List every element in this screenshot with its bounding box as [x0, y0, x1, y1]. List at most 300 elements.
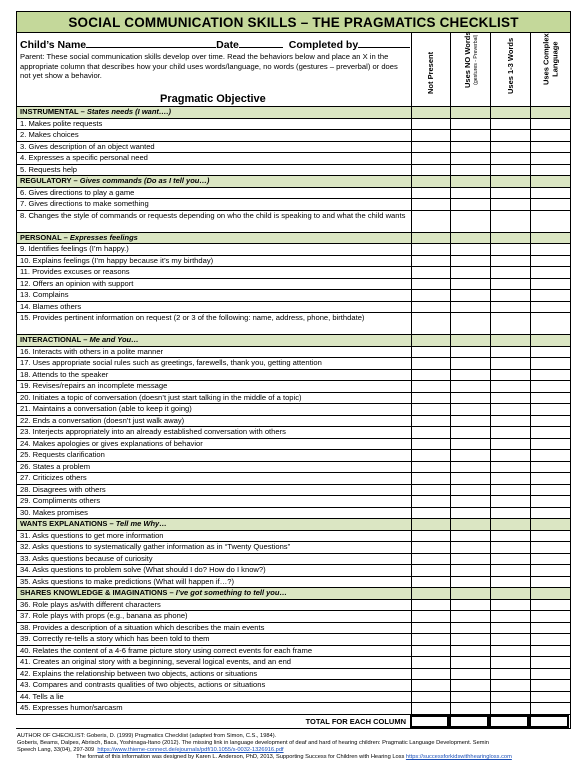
completed-by-label: Completed by — [288, 39, 359, 51]
section-header — [16, 588, 571, 600]
item-cell-not-present[interactable] — [411, 153, 450, 164]
item-cell-1-3-words[interactable] — [490, 473, 530, 484]
item-cell-1-3-words[interactable] — [490, 634, 530, 645]
item-cell-no-words[interactable] — [450, 692, 490, 703]
item-cell-no-words[interactable] — [450, 313, 490, 334]
item-cell-complex-language[interactable] — [530, 692, 570, 703]
item-cell-not-present[interactable] — [411, 623, 450, 634]
total-cell-not-present[interactable] — [410, 715, 449, 728]
checklist-item-row — [16, 669, 571, 681]
item-cell-complex-language[interactable] — [530, 542, 570, 553]
checklist-item-row — [16, 370, 571, 382]
section-cell-not-present — [411, 176, 450, 187]
checklist-item-row — [16, 256, 571, 268]
checklist-item-text: 2. Makes choices — [20, 130, 79, 139]
checklist-item-text: 20. Initiates a topic of conversation (doesn’t just start talking in the middle of a topic) — [20, 392, 302, 402]
item-cell-no-words[interactable] — [450, 119, 490, 130]
item-cell-complex-language[interactable] — [530, 485, 570, 496]
checklist-item-text: 4. Expresses a specific personal need — [20, 153, 148, 162]
item-cell-no-words[interactable] — [450, 623, 490, 634]
item-cell-complex-language[interactable] — [530, 646, 570, 657]
checklist-item-text: 21. Maintains a conversation (able to keep it going) — [20, 404, 192, 413]
item-cell-no-words[interactable] — [450, 462, 490, 473]
checklist-item-row — [16, 244, 571, 256]
item-cell-not-present[interactable] — [411, 496, 450, 507]
section-header — [16, 176, 571, 188]
item-cell-1-3-words[interactable] — [490, 703, 530, 714]
section-cell-not-present — [411, 519, 450, 530]
item-cell-1-3-words[interactable] — [490, 577, 530, 588]
checklist-item-row — [16, 646, 571, 658]
childs-name-field[interactable] — [86, 37, 216, 48]
item-cell-complex-language[interactable] — [530, 669, 570, 680]
checklist-item-text: 32. Asks questions to systematically gather information as in “Twenty Questions” — [20, 542, 291, 551]
credit-link[interactable]: https://successforkidswithhearingloss.com — [405, 754, 512, 761]
section-cell-no-words — [450, 335, 490, 346]
checklist-item-row — [16, 623, 571, 635]
item-cell-not-present[interactable] — [411, 313, 450, 334]
checklist-item-text: 30. Makes promises — [20, 507, 88, 517]
item-cell-no-words[interactable] — [450, 427, 490, 438]
citation-link[interactable]: https://www.thieme-connect.de/ejournals/pdf/10.1055/s-0032-1326916.pdf — [97, 746, 284, 753]
item-cell-no-words[interactable] — [450, 404, 490, 415]
item-cell-not-present[interactable] — [411, 119, 450, 130]
item-cell-not-present[interactable] — [411, 542, 450, 553]
item-cell-complex-language[interactable] — [530, 302, 570, 313]
checklist-item-text: 7. Gives directions to make something — [20, 199, 149, 208]
item-cell-not-present[interactable] — [411, 142, 450, 153]
checklist-item-row — [16, 119, 571, 131]
checklist-item-row — [16, 485, 571, 497]
item-cell-complex-language[interactable] — [530, 404, 570, 415]
checklist-item-row — [16, 554, 571, 566]
footer-credit: The format of this information was designed by Karen L. Anderson, PhD, 2013, Supporting Success for Children with Hearing Loss https://successforkidswithhearingloss.com — [76, 754, 512, 761]
item-cell-not-present[interactable] — [411, 404, 450, 415]
item-cell-no-words[interactable] — [450, 577, 490, 588]
item-cell-1-3-words[interactable] — [490, 611, 530, 622]
checklist-item-text: 17. Uses appropriate social rules such as greetings, farewells, thank you, getting attention — [20, 358, 322, 367]
item-cell-not-present[interactable] — [411, 450, 450, 461]
checklist-item-row — [16, 358, 571, 370]
item-cell-no-words[interactable] — [450, 703, 490, 714]
item-cell-1-3-words[interactable] — [490, 153, 530, 164]
section-cell-no-words — [450, 176, 490, 187]
item-cell-no-words[interactable] — [450, 290, 490, 301]
item-cell-not-present[interactable] — [411, 370, 450, 381]
footer-citation-cont: Speech Lang, 33(04), 297-309 https://www.thieme-connect.de/ejournals/pdf/10.1055/s-0032-1326916.pdf — [17, 746, 284, 753]
section-cell-1-3-words — [490, 588, 530, 599]
date-label: Date — [216, 39, 239, 51]
column-header-complex-language — [530, 33, 570, 106]
checklist-item-text: 44. Tells a lie — [20, 691, 64, 701]
checklist-item-row — [16, 199, 571, 211]
item-cell-not-present[interactable] — [411, 473, 450, 484]
checklist-item-text: 35. Asks questions to make predictions (What will happen if…?) — [20, 576, 234, 586]
completed-by-field[interactable] — [358, 37, 410, 48]
item-cell-not-present[interactable] — [411, 485, 450, 496]
item-cell-not-present[interactable] — [411, 256, 450, 267]
checklist-item-text: 34. Asks questions to problem solve (What should I do? How do I know?) — [20, 565, 266, 574]
item-cell-not-present[interactable] — [411, 462, 450, 473]
section-cell-complex-language — [530, 519, 570, 530]
checklist-item-row — [16, 577, 571, 589]
section-cell-complex-language — [530, 176, 570, 187]
checklist-item-text: 11. Provides excuses or reasons — [20, 267, 130, 276]
date-field[interactable] — [239, 37, 283, 48]
checklist-item-text: 43. Compares and contrasts qualities of two objects, actions or situations — [20, 680, 266, 689]
item-cell-1-3-words[interactable] — [490, 404, 530, 415]
item-cell-not-present[interactable] — [411, 347, 450, 358]
item-cell-1-3-words[interactable] — [490, 256, 530, 267]
item-cell-1-3-words[interactable] — [490, 462, 530, 473]
total-cell-no-words[interactable] — [449, 715, 489, 728]
item-cell-1-3-words[interactable] — [490, 439, 530, 450]
item-cell-no-words[interactable] — [450, 554, 490, 565]
item-cell-complex-language[interactable] — [530, 496, 570, 507]
checklist-item-row — [16, 462, 571, 474]
item-cell-1-3-words[interactable] — [490, 508, 530, 519]
column-header-1-3-words — [490, 33, 530, 106]
checklist-item-row — [16, 267, 571, 279]
item-cell-complex-language[interactable] — [530, 290, 570, 301]
item-cell-complex-language[interactable] — [530, 142, 570, 153]
checklist-item-row — [16, 393, 571, 405]
footer-author: AUTHOR OF CHECKLIST: Goberis, D. (1999) Pragmatics Checklist (adapted from Simon, C.S., 1984). — [17, 732, 277, 739]
checklist-item-row — [16, 657, 571, 669]
checklist-item-text: 8. Changes the style of commands or requests depending on who the child is speaking to and what the child wants — [20, 210, 406, 220]
item-cell-complex-language[interactable] — [530, 427, 570, 438]
section-title: REGULATORY – Gives commands (Do as I tell you…) — [20, 176, 210, 185]
item-cell-complex-language[interactable] — [530, 450, 570, 461]
checklist-item-row — [16, 279, 571, 291]
item-cell-1-3-words[interactable] — [490, 646, 530, 657]
item-cell-not-present[interactable] — [411, 439, 450, 450]
item-cell-no-words[interactable] — [450, 669, 490, 680]
checklist-item-text: 45. Expresses humor/sarcasm — [20, 703, 123, 712]
item-cell-no-words[interactable] — [450, 199, 490, 210]
item-cell-1-3-words[interactable] — [490, 244, 530, 255]
checklist-item-row — [16, 290, 571, 302]
item-cell-1-3-words[interactable] — [490, 370, 530, 381]
item-cell-1-3-words[interactable] — [490, 565, 530, 576]
item-cell-1-3-words[interactable] — [490, 531, 530, 542]
checklist-item-text: 1. Makes polite requests — [20, 118, 103, 128]
item-cell-no-words[interactable] — [450, 473, 490, 484]
checklist-item-row — [16, 600, 571, 612]
item-cell-no-words[interactable] — [450, 565, 490, 576]
checklist-item-row — [16, 450, 571, 462]
section-title: INSTRUMENTAL – States needs (I want….) — [20, 107, 172, 116]
item-cell-complex-language[interactable] — [530, 634, 570, 645]
item-cell-complex-language[interactable] — [530, 416, 570, 427]
form-fields — [20, 37, 408, 51]
section-cell-no-words — [450, 233, 490, 244]
item-cell-complex-language[interactable] — [530, 370, 570, 381]
item-cell-1-3-words[interactable] — [490, 381, 530, 392]
item-cell-not-present[interactable] — [411, 279, 450, 290]
item-cell-complex-language[interactable] — [530, 347, 570, 358]
item-cell-no-words[interactable] — [450, 267, 490, 278]
item-cell-1-3-words[interactable] — [490, 165, 530, 176]
item-cell-1-3-words[interactable] — [490, 347, 530, 358]
item-cell-not-present[interactable] — [411, 416, 450, 427]
item-cell-complex-language[interactable] — [530, 130, 570, 141]
checklist-item-text: 25. Requests clarification — [20, 450, 105, 459]
checklist-item-text: 9. Identifies feelings (I’m happy.) — [20, 244, 129, 253]
total-cell-1-3-words[interactable] — [489, 715, 529, 728]
item-cell-no-words[interactable] — [450, 657, 490, 668]
item-cell-not-present[interactable] — [411, 130, 450, 141]
item-cell-complex-language[interactable] — [530, 381, 570, 392]
item-cell-complex-language[interactable] — [530, 119, 570, 130]
item-cell-1-3-words[interactable] — [490, 119, 530, 130]
checklist-rows — [16, 107, 571, 715]
item-cell-1-3-words[interactable] — [490, 279, 530, 290]
checklist-item-text: 28. Disagrees with others — [20, 484, 106, 494]
item-cell-1-3-words[interactable] — [490, 680, 530, 691]
item-cell-complex-language[interactable] — [530, 199, 570, 210]
item-cell-complex-language[interactable] — [530, 188, 570, 199]
item-cell-complex-language[interactable] — [530, 211, 570, 232]
checklist-item-text: 22. Ends a conversation (doesn’t just walk away) — [20, 415, 185, 425]
item-cell-not-present[interactable] — [411, 600, 450, 611]
item-cell-no-words[interactable] — [450, 279, 490, 290]
item-cell-1-3-words[interactable] — [490, 313, 530, 334]
item-cell-not-present[interactable] — [411, 165, 450, 176]
checklist-item-row — [16, 165, 571, 177]
section-cell-1-3-words — [490, 107, 530, 118]
checklist-item-text: 18. Attends to the speaker — [20, 369, 109, 379]
item-cell-not-present[interactable] — [411, 199, 450, 210]
checklist-item-row — [16, 313, 571, 335]
total-cell-complex-language[interactable] — [529, 715, 569, 728]
item-cell-not-present[interactable] — [411, 211, 450, 232]
item-cell-complex-language[interactable] — [530, 554, 570, 565]
item-cell-1-3-words[interactable] — [490, 485, 530, 496]
item-cell-1-3-words[interactable] — [490, 416, 530, 427]
item-cell-not-present[interactable] — [411, 554, 450, 565]
section-cell-no-words — [450, 519, 490, 530]
checklist-item-text: 33. Asks questions because of curiosity — [20, 553, 153, 563]
item-cell-complex-language[interactable] — [530, 600, 570, 611]
item-cell-no-words[interactable] — [450, 244, 490, 255]
item-cell-1-3-words[interactable] — [490, 623, 530, 634]
column-label-1-3-words: Uses 1-3 Words — [505, 37, 515, 94]
item-cell-complex-language[interactable] — [530, 153, 570, 164]
item-cell-1-3-words[interactable] — [490, 188, 530, 199]
item-cell-1-3-words[interactable] — [490, 267, 530, 278]
item-cell-not-present[interactable] — [411, 244, 450, 255]
item-cell-complex-language[interactable] — [530, 267, 570, 278]
item-cell-1-3-words[interactable] — [490, 692, 530, 703]
item-cell-no-words[interactable] — [450, 188, 490, 199]
checklist-item-row — [16, 130, 571, 142]
checklist-item-text: 13. Complains — [20, 290, 69, 299]
item-cell-complex-language[interactable] — [530, 611, 570, 622]
item-cell-not-present[interactable] — [411, 692, 450, 703]
childs-name-label: Child’s Name — [20, 39, 87, 51]
item-cell-not-present[interactable] — [411, 508, 450, 519]
item-cell-no-words[interactable] — [450, 370, 490, 381]
item-cell-complex-language[interactable] — [530, 244, 570, 255]
checklist-item-row — [16, 347, 571, 359]
section-title: WANTS EXPLANATIONS – Tell me Why… — [20, 519, 167, 528]
section-cell-complex-language — [530, 233, 570, 244]
checklist-item-text: 3. Gives description of an object wanted — [20, 141, 155, 151]
item-cell-no-words[interactable] — [450, 211, 490, 232]
item-cell-complex-language[interactable] — [530, 473, 570, 484]
item-cell-complex-language[interactable] — [530, 358, 570, 369]
item-cell-1-3-words[interactable] — [490, 554, 530, 565]
item-cell-no-words[interactable] — [450, 634, 490, 645]
instructions: Parent: These social communication skills develop over time. Read the behaviors below and place an X in the appropriate column that describes how your child uses words/language, no words (gestures – preverbal) or does not yet show a behavior. — [20, 52, 398, 80]
checklist-item-row — [16, 153, 571, 165]
item-cell-not-present[interactable] — [411, 381, 450, 392]
item-cell-1-3-words[interactable] — [490, 657, 530, 668]
item-cell-no-words[interactable] — [450, 302, 490, 313]
checklist-item-row — [16, 496, 571, 508]
item-cell-no-words[interactable] — [450, 130, 490, 141]
section-header — [16, 335, 571, 347]
item-cell-not-present[interactable] — [411, 634, 450, 645]
item-cell-1-3-words[interactable] — [490, 669, 530, 680]
checklist-item-text: 15. Provides pertinent information on request (2 or 3 of the following: name, address, phone, birthdate) — [20, 313, 365, 322]
checklist-item-text: 23. Interjects appropriately into an already established conversation with others — [20, 427, 286, 436]
item-cell-no-words[interactable] — [450, 165, 490, 176]
section-cell-complex-language — [530, 335, 570, 346]
item-cell-no-words[interactable] — [450, 142, 490, 153]
footer-citation: Goberis, Beams, Dalpes, Abrisch, Baca, Yoshinaga-Itano (2012). The missing link in language development of deaf and hard of hearing children: Pragmatic Language Development. Semin — [17, 739, 489, 746]
item-cell-1-3-words[interactable] — [490, 427, 530, 438]
section-header — [16, 107, 571, 119]
item-cell-no-words[interactable] — [450, 542, 490, 553]
item-cell-1-3-words[interactable] — [490, 600, 530, 611]
item-cell-not-present[interactable] — [411, 669, 450, 680]
item-cell-not-present[interactable] — [411, 680, 450, 691]
page-title: SOCIAL COMMUNICATION SKILLS – THE PRAGMATICS CHECKLIST — [16, 11, 571, 33]
item-cell-complex-language[interactable] — [530, 623, 570, 634]
checklist-item-row — [16, 188, 571, 200]
checklist-item-row — [16, 611, 571, 623]
item-cell-no-words[interactable] — [450, 347, 490, 358]
item-cell-not-present[interactable] — [411, 393, 450, 404]
checklist-item-text: 16. Interacts with others in a polite manner — [20, 346, 164, 356]
item-cell-complex-language[interactable] — [530, 165, 570, 176]
checklist-item-text: 19. Revises/repairs an incomplete message — [20, 381, 168, 390]
item-cell-not-present[interactable] — [411, 577, 450, 588]
item-cell-not-present[interactable] — [411, 703, 450, 714]
item-cell-complex-language[interactable] — [530, 439, 570, 450]
checklist-item-row — [16, 427, 571, 439]
section-cell-1-3-words — [490, 519, 530, 530]
item-cell-not-present[interactable] — [411, 565, 450, 576]
item-cell-not-present[interactable] — [411, 611, 450, 622]
objective-heading: Pragmatic Objective — [160, 93, 266, 105]
item-cell-no-words[interactable] — [450, 496, 490, 507]
item-cell-no-words[interactable] — [450, 256, 490, 267]
item-cell-complex-language[interactable] — [530, 256, 570, 267]
section-cell-not-present — [411, 233, 450, 244]
item-cell-complex-language[interactable] — [530, 462, 570, 473]
item-cell-not-present[interactable] — [411, 267, 450, 278]
checklist-item-text: 38. Provides a description of a situation which describes the main events — [20, 622, 265, 632]
item-cell-no-words[interactable] — [450, 393, 490, 404]
item-cell-not-present[interactable] — [411, 188, 450, 199]
column-label-complex-language: Uses Complex Language — [541, 33, 559, 85]
item-cell-no-words[interactable] — [450, 439, 490, 450]
item-cell-not-present[interactable] — [411, 427, 450, 438]
item-cell-complex-language[interactable] — [530, 279, 570, 290]
item-cell-complex-language[interactable] — [530, 703, 570, 714]
item-cell-complex-language[interactable] — [530, 393, 570, 404]
checklist-item-row — [16, 302, 571, 314]
item-cell-complex-language[interactable] — [530, 565, 570, 576]
item-cell-1-3-words[interactable] — [490, 393, 530, 404]
section-cell-not-present — [411, 335, 450, 346]
checklist-item-row — [16, 542, 571, 554]
checklist-item-row — [16, 565, 571, 577]
item-cell-1-3-words[interactable] — [490, 450, 530, 461]
item-cell-1-3-words[interactable] — [490, 542, 530, 553]
item-cell-1-3-words[interactable] — [490, 130, 530, 141]
item-cell-no-words[interactable] — [450, 646, 490, 657]
item-cell-1-3-words[interactable] — [490, 290, 530, 301]
item-cell-no-words[interactable] — [450, 416, 490, 427]
item-cell-not-present[interactable] — [411, 302, 450, 313]
checklist-item-text: 24. Makes apologies or gives explanations of behavior — [20, 438, 203, 448]
item-cell-complex-language[interactable] — [530, 313, 570, 334]
item-cell-no-words[interactable] — [450, 381, 490, 392]
column-label-no-words: Uses NO Words (gestures - Preverbal) — [462, 30, 478, 88]
section-title: PERSONAL – Expresses feelings — [20, 232, 138, 242]
item-cell-complex-language[interactable] — [530, 508, 570, 519]
item-cell-no-words[interactable] — [450, 485, 490, 496]
item-cell-no-words[interactable] — [450, 358, 490, 369]
item-cell-not-present[interactable] — [411, 531, 450, 542]
item-cell-no-words[interactable] — [450, 531, 490, 542]
item-cell-complex-language[interactable] — [530, 657, 570, 668]
item-cell-1-3-words[interactable] — [490, 358, 530, 369]
item-cell-complex-language[interactable] — [530, 577, 570, 588]
item-cell-1-3-words[interactable] — [490, 302, 530, 313]
item-cell-1-3-words[interactable] — [490, 199, 530, 210]
item-cell-not-present[interactable] — [411, 646, 450, 657]
checklist-item-text: 42. Explains the relationship between two objects, actions or situations — [20, 668, 258, 678]
checklist-item-text: 10. Explains feelings (I’m happy because it’s my birthday) — [20, 255, 214, 265]
item-cell-no-words[interactable] — [450, 600, 490, 611]
item-cell-complex-language[interactable] — [530, 531, 570, 542]
item-cell-complex-language[interactable] — [530, 680, 570, 691]
item-cell-1-3-words[interactable] — [490, 142, 530, 153]
column-label-not-present: Not Present — [425, 51, 435, 94]
item-cell-not-present[interactable] — [411, 290, 450, 301]
item-cell-1-3-words[interactable] — [490, 211, 530, 232]
checklist-item-text: 6. Gives directions to play a game — [20, 187, 135, 197]
item-cell-no-words[interactable] — [450, 153, 490, 164]
section-title: INTERACTIONAL – Me and You… — [20, 335, 139, 344]
checklist-item-text: 27. Criticizes others — [20, 473, 87, 482]
item-cell-1-3-words[interactable] — [490, 496, 530, 507]
section-cell-1-3-words — [490, 335, 530, 346]
item-cell-not-present[interactable] — [411, 657, 450, 668]
column-header-no-words — [450, 30, 490, 106]
item-cell-no-words[interactable] — [450, 508, 490, 519]
item-cell-no-words[interactable] — [450, 680, 490, 691]
item-cell-not-present[interactable] — [411, 358, 450, 369]
checklist-item-row — [16, 416, 571, 428]
item-cell-no-words[interactable] — [450, 450, 490, 461]
item-cell-no-words[interactable] — [450, 611, 490, 622]
